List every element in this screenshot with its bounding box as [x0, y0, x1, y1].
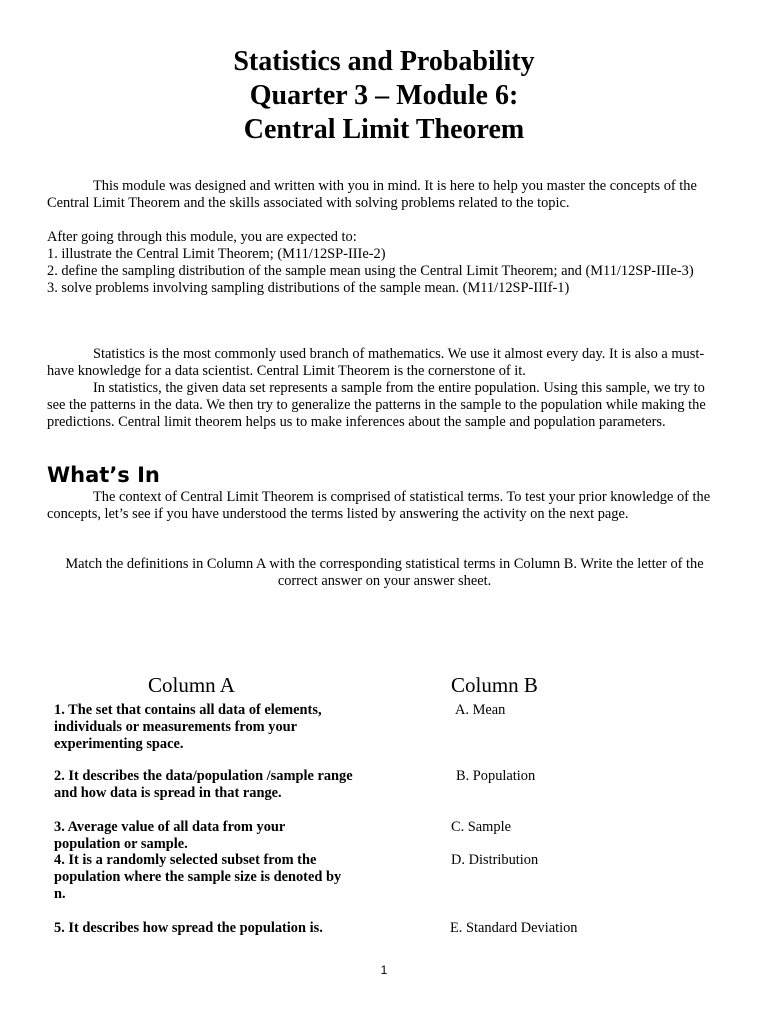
- title-line-1: Statistics and Probability: [233, 46, 535, 77]
- intro-section: [47, 178, 722, 212]
- column-b-item-a: A. Mean: [455, 702, 506, 718]
- whats-in-section: [47, 489, 722, 523]
- column-a-item-4: 4. It is a randomly selected subset from the population where the sample size is denoted by n.: [54, 852, 342, 902]
- whats-in-paragraph: The context of Central Limit Theorem is comprised of statistical terms. To test your prior knowledge of the concepts, let’s see if you have understood the terms listed by answering the activity on the next page.: [47, 489, 711, 522]
- title-line-2: Quarter 3 – Module 6:: [249, 80, 519, 111]
- column-b-item-d: D. Distribution: [451, 852, 539, 868]
- column-b-item-c: C. Sample: [451, 819, 511, 835]
- whats-in-heading: What’s In: [47, 463, 160, 487]
- column-a-item-1: 1. The set that contains all data of elements, individuals or measurements from your experimenting space.: [54, 702, 322, 752]
- column-b-item-e: E. Standard Deviation: [450, 920, 578, 936]
- body-section: [47, 346, 722, 431]
- column-b-header: Column B: [451, 673, 538, 697]
- body-paragraph-2: In statistics, the given data set represents a sample from the entire population. Using this sample, we try to see the patterns in the data. We then try to generalize the patterns in the sample to the population while making the predictions. Central limit theorem helps us to make inferences about the sample and population parameters.: [47, 380, 706, 430]
- column-a-item-2: 2. It describes the data/population /sample range and how data is spread in that range.: [54, 768, 353, 801]
- column-b-item-b: B. Population: [456, 768, 536, 784]
- instruction-text: Match the definitions in Column A with the corresponding statistical terms in Column B. Write the letter of the correct answer on your answer sheet.: [65, 556, 704, 589]
- title-line-3: Central Limit Theorem: [243, 114, 525, 145]
- column-a-header: Column A: [148, 673, 235, 697]
- objectives-section: [47, 229, 722, 297]
- objective-item: 2. define the sampling distribution of the sample mean using the Central Limit Theorem; and (M11/12SP-IIIe-3): [47, 263, 694, 279]
- page-number: 1: [380, 963, 388, 977]
- objective-item: 1. illustrate the Central Limit Theorem; (M11/12SP-IIIe-2): [47, 246, 386, 262]
- objective-item: 3. solve problems involving sampling distributions of the sample mean. (M11/12SP-IIIf-1): [47, 280, 570, 296]
- body-paragraph-1: Statistics is the most commonly used branch of mathematics. We use it almost every day. It is also a must-have knowledge for a data scientist. Central Limit Theorem is the cornerstone of it.: [47, 346, 705, 379]
- column-a-item-3: 3. Average value of all data from your population or sample.: [54, 819, 286, 852]
- column-a-item-5: 5. It describes how spread the population is.: [54, 920, 323, 936]
- objectives-lead: After going through this module, you are expected to:: [47, 229, 357, 245]
- intro-paragraph: This module was designed and written with you in mind. It is here to help you master the concepts of the Central Limit Theorem and the skills associated with solving problems related to the topic.: [47, 178, 697, 211]
- activity-instruction: [47, 556, 722, 590]
